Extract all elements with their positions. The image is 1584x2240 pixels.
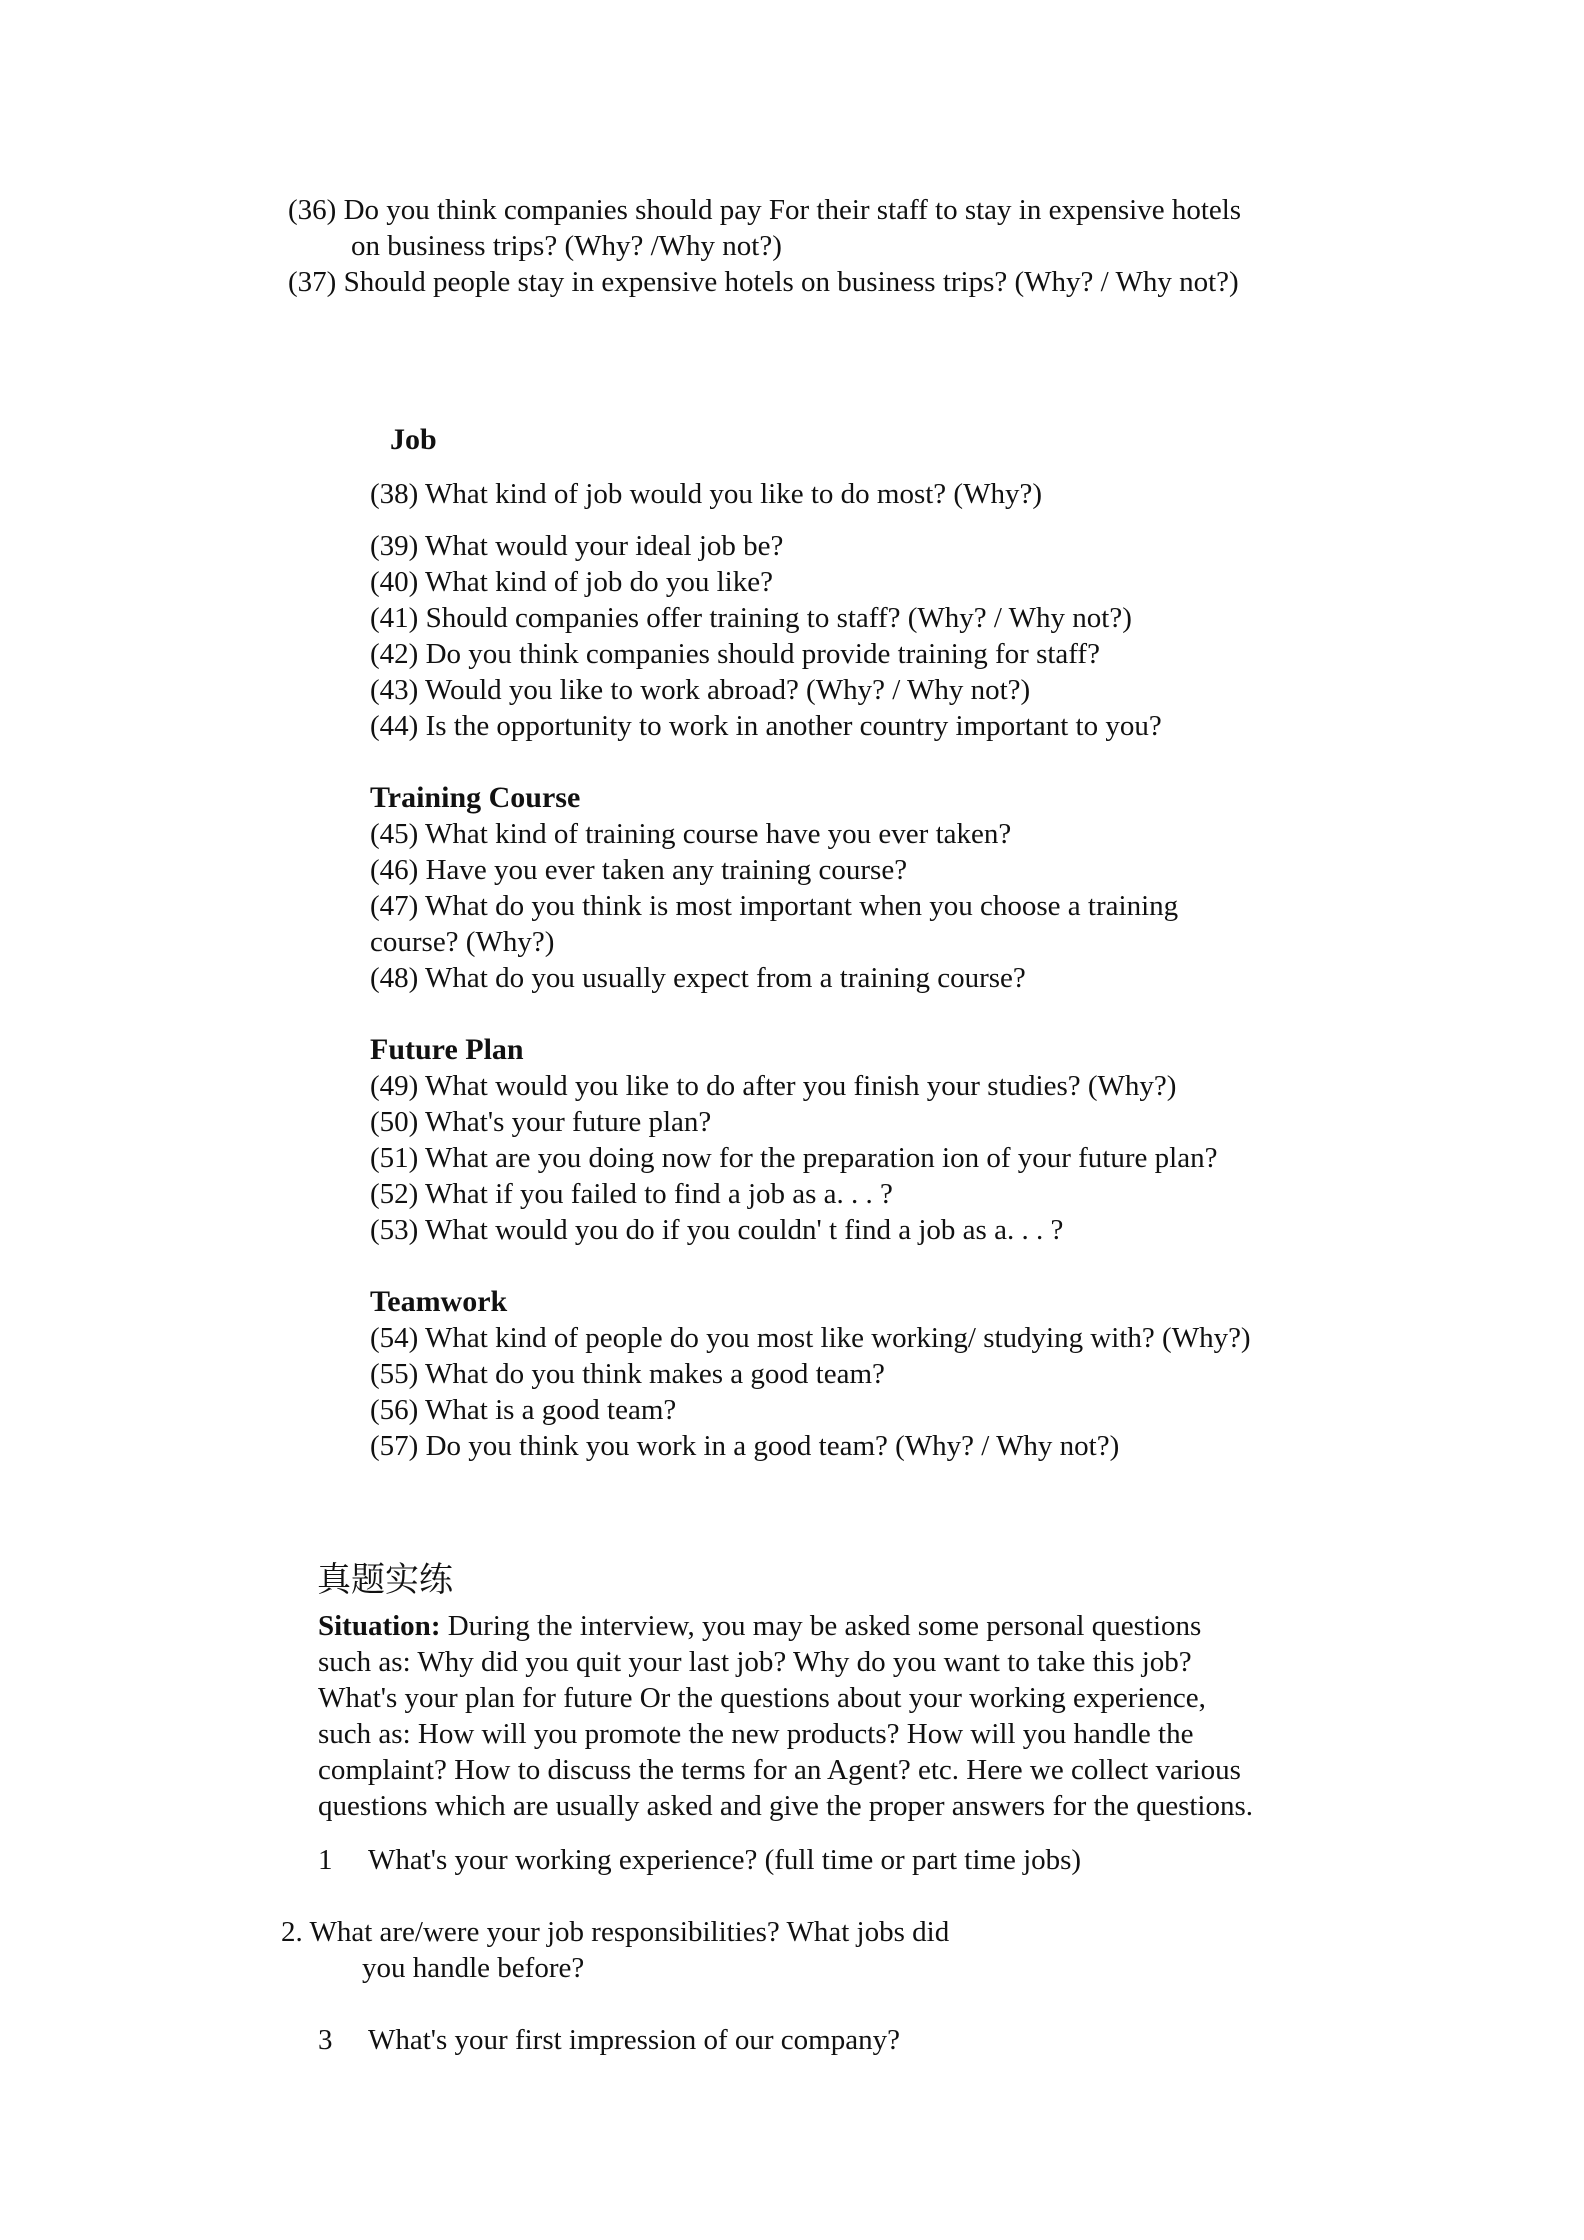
question-37: (37) Should people stay in expensive hotels on business trips? (Why? / Why not?) xyxy=(288,266,1239,298)
situation-line-5: complaint? How to discuss the terms for an Agent? etc. Here we collect various xyxy=(318,1754,1241,1786)
practice-question-1-number: 1 xyxy=(318,1844,333,1876)
question-38: (38) What kind of job would you like to do most? (Why?) xyxy=(370,478,1042,510)
section-heading-job: Job xyxy=(390,423,437,456)
question-39: (39) What would your ideal job be? xyxy=(370,530,784,562)
practice-question-1: What's your working experience? (full time or part time jobs) xyxy=(368,1844,1082,1876)
situation-line-6: questions which are usually asked and give the proper answers for the questions. xyxy=(318,1790,1254,1822)
question-50: (50) What's your future plan? xyxy=(370,1106,712,1138)
situation-line-1 xyxy=(318,1608,1201,1644)
practice-title: 真题实练 xyxy=(317,1560,453,1600)
question-47-line-1: (47) What do you think is most important when you choose a training xyxy=(370,890,1179,922)
question-46: (46) Have you ever taken any training course? xyxy=(370,854,908,886)
section-heading-teamwork: Teamwork xyxy=(370,1285,508,1318)
question-55: (55) What do you think makes a good team? xyxy=(370,1358,885,1390)
situation-line-3: What's your plan for future Or the questions about your working experience, xyxy=(318,1682,1206,1714)
question-51: (51) What are you doing now for the preparation ion of your future plan? xyxy=(370,1142,1218,1174)
question-48: (48) What do you usually expect from a training course? xyxy=(370,962,1026,994)
question-41: (41) Should companies offer training to staff? (Why? / Why not?) xyxy=(370,602,1132,634)
question-49: (49) What would you like to do after you finish your studies? (Why?) xyxy=(370,1070,1177,1102)
question-40: (40) What kind of job do you like? xyxy=(370,566,773,598)
question-36-line-1: (36) Do you think companies should pay For their staff to stay in expensive hotels xyxy=(288,194,1242,226)
question-42: (42) Do you think companies should provide training for staff? xyxy=(370,638,1100,670)
section-heading-training-course: Training Course xyxy=(370,781,581,814)
practice-question-3-number: 3 xyxy=(318,2024,333,2056)
practice-question-2-line-2: you handle before? xyxy=(362,1952,585,1984)
question-56: (56) What is a good team? xyxy=(370,1394,677,1426)
practice-question-2-line-1: 2. What are/were your job responsibilities? What jobs did xyxy=(281,1916,950,1948)
question-43: (43) Would you like to work abroad? (Why? / Why not?) xyxy=(370,674,1031,706)
question-53: (53) What would you do if you couldn' t find a job as a. . . ? xyxy=(370,1214,1064,1246)
question-45: (45) What kind of training course have you ever taken? xyxy=(370,818,1012,850)
question-54: (54) What kind of people do you most like working/ studying with? (Why?) xyxy=(370,1322,1251,1354)
question-44: (44) Is the opportunity to work in another country important to you? xyxy=(370,710,1162,742)
situation-label: Situation: xyxy=(318,1610,441,1642)
practice-question-3: What's your first impression of our company? xyxy=(368,2024,900,2056)
question-57: (57) Do you think you work in a good team? (Why? / Why not?) xyxy=(370,1430,1120,1462)
question-36-line-2: on business trips? (Why? /Why not?) xyxy=(351,230,782,262)
situation-line-2: such as: Why did you quit your last job? Why do you want to take this job? xyxy=(318,1646,1192,1678)
question-52: (52) What if you failed to find a job as a. . . ? xyxy=(370,1178,893,1210)
section-heading-future-plan: Future Plan xyxy=(370,1033,524,1066)
question-47-line-2: course? (Why?) xyxy=(370,926,555,958)
situation-text-1: During the interview, you may be asked some personal questions xyxy=(447,1610,1202,1642)
situation-line-4: such as: How will you promote the new products? How will you handle the xyxy=(318,1718,1194,1750)
